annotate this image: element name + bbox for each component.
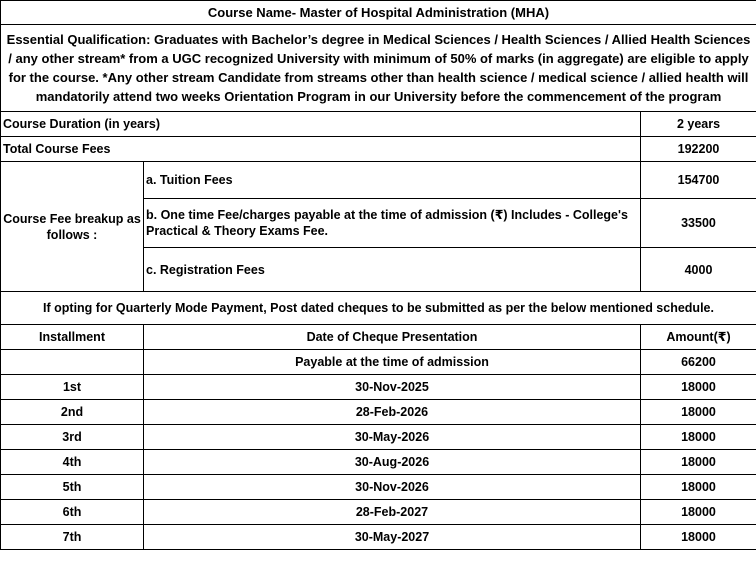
installment-cell: 2nd	[1, 400, 144, 425]
date-cell: 30-Nov-2025	[144, 375, 641, 400]
tuition-fees-value: 154700	[641, 162, 756, 199]
amount-cell: 18000	[641, 400, 756, 425]
amount-cell: 18000	[641, 500, 756, 525]
date-cell: 30-Nov-2026	[144, 475, 641, 500]
date-header: Date of Cheque Presentation	[144, 325, 641, 350]
duration-label: Course Duration (in years)	[1, 112, 641, 137]
quarterly-note: If opting for Quarterly Mode Payment, Post dated cheques to be submitted as per the below mentioned schedule.	[1, 292, 756, 325]
total-fees-label: Total Course Fees	[1, 137, 641, 162]
installment-cell: 6th	[1, 500, 144, 525]
duration-row	[1, 112, 756, 137]
table-row	[1, 525, 756, 550]
registration-fees-value: 4000	[641, 248, 756, 292]
table-row	[1, 450, 756, 475]
admission-empty-cell	[1, 350, 144, 375]
qualification-text: Essential Qualification: Graduates with Bachelor’s degree in Medical Sciences / Health Sciences / Allied Health Sciences / any other stream* from a UGC recognized University with minimum of 50% of marks (in aggregate) are eligible to apply for the course. *Any other stream Candidate from streams other than health science / medical science / allied health will mandatorily attend two weeks Orientation Program in our University before the commencement of the program	[1, 25, 756, 112]
course-title: Course Name- Master of Hospital Administration (MHA)	[1, 1, 756, 25]
one-time-fee-label: b. One time Fee/charges payable at the time of admission (₹) Includes - College's Practical & Theory Exams Fee.	[144, 199, 641, 248]
fee-breakup-row-a	[1, 162, 756, 199]
admission-label: Payable at the time of admission	[144, 350, 641, 375]
date-cell: 28-Feb-2027	[144, 500, 641, 525]
registration-fees-label: c. Registration Fees	[144, 248, 641, 292]
table-row	[1, 375, 756, 400]
installment-cell: 4th	[1, 450, 144, 475]
total-fees-row	[1, 137, 756, 162]
amount-cell: 18000	[641, 425, 756, 450]
installment-cell: 1st	[1, 375, 144, 400]
amount-cell: 18000	[641, 525, 756, 550]
qualification-row	[1, 25, 756, 112]
tuition-fees-label: a. Tuition Fees	[144, 162, 641, 199]
table-row	[1, 500, 756, 525]
fee-breakup-label: Course Fee breakup as follows :	[1, 162, 144, 292]
admission-payment-row	[1, 350, 756, 375]
amount-cell: 18000	[641, 475, 756, 500]
date-cell: 30-May-2026	[144, 425, 641, 450]
table-row	[1, 400, 756, 425]
table-row	[1, 475, 756, 500]
schedule-header-row	[1, 325, 756, 350]
total-fees-value: 192200	[641, 137, 756, 162]
duration-value: 2 years	[641, 112, 756, 137]
one-time-fee-value: 33500	[641, 199, 756, 248]
amount-cell: 18000	[641, 450, 756, 475]
amount-header: Amount(₹)	[641, 325, 756, 350]
title-row	[1, 1, 756, 25]
amount-cell: 18000	[641, 375, 756, 400]
quarterly-note-row	[1, 292, 756, 325]
date-cell: 30-Aug-2026	[144, 450, 641, 475]
installment-header: Installment	[1, 325, 144, 350]
installment-cell: 5th	[1, 475, 144, 500]
date-cell: 30-May-2027	[144, 525, 641, 550]
installment-cell: 3rd	[1, 425, 144, 450]
date-cell: 28-Feb-2026	[144, 400, 641, 425]
installment-cell: 7th	[1, 525, 144, 550]
table-row	[1, 425, 756, 450]
admission-amount: 66200	[641, 350, 756, 375]
